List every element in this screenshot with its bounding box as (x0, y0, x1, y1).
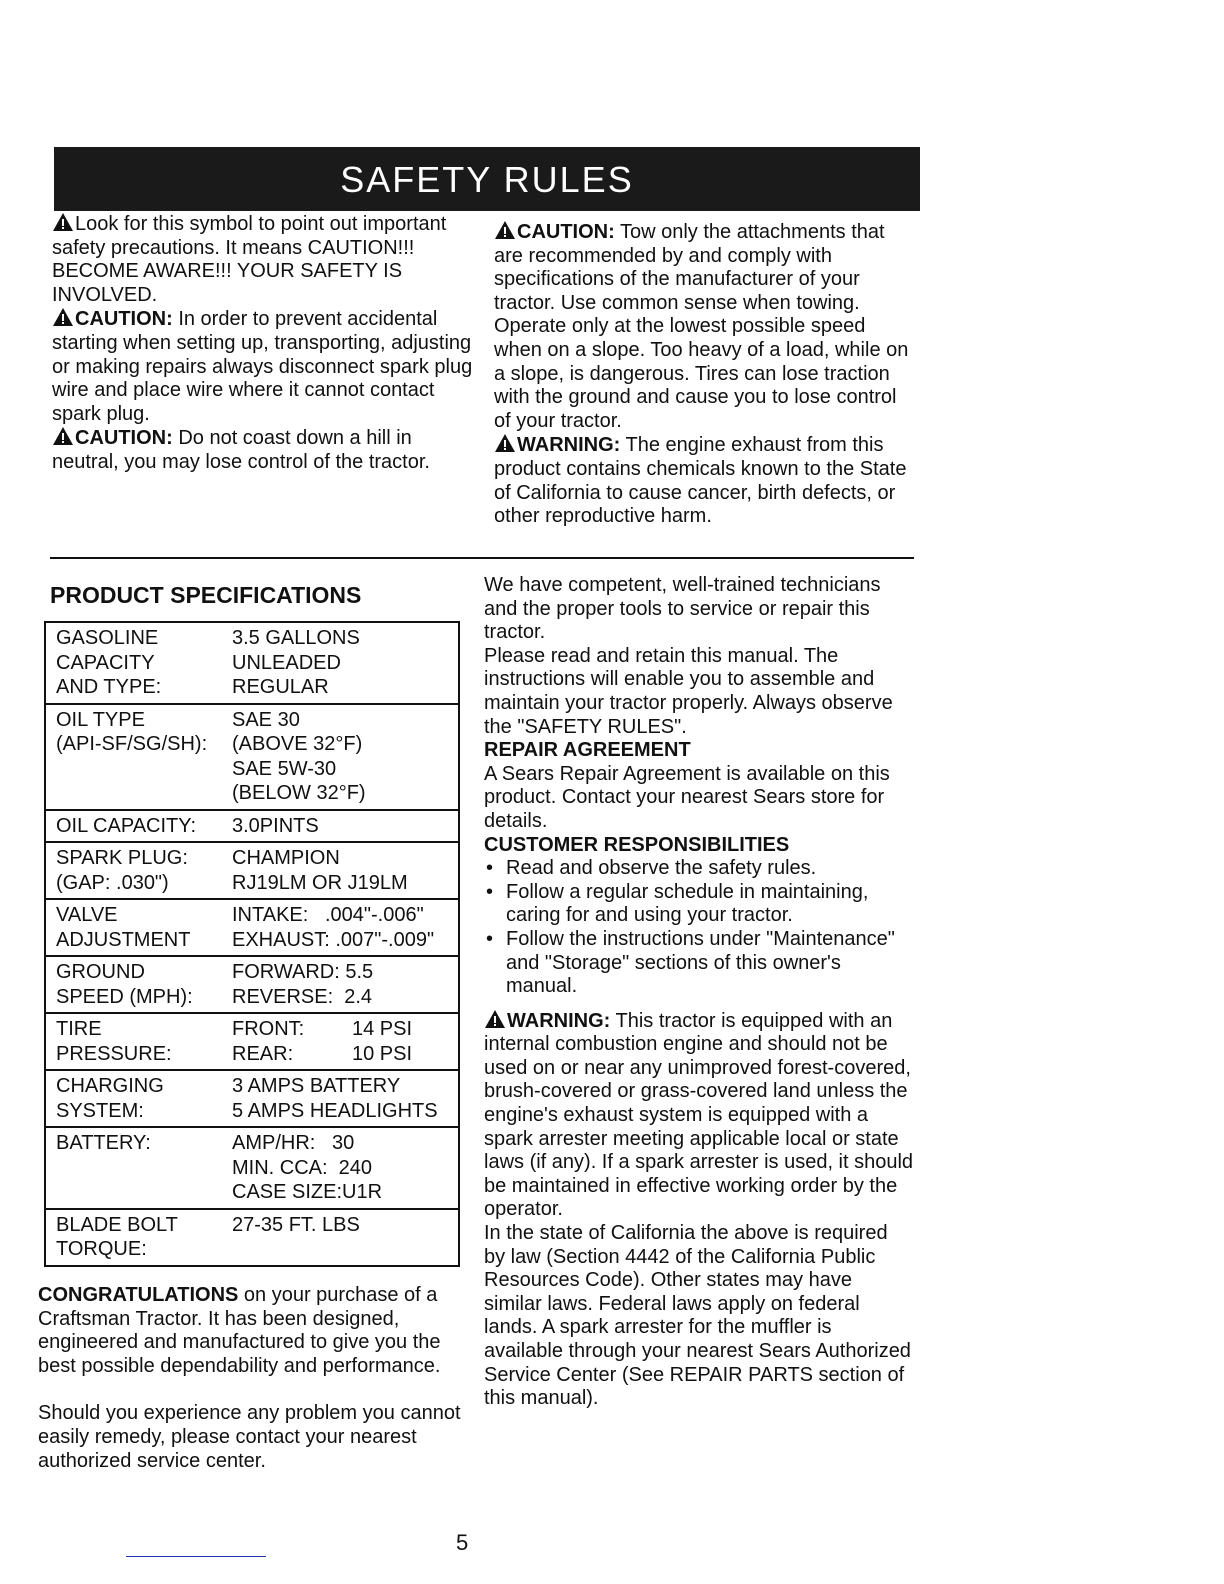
list-item: • Follow the instructions under "Maintenance" and "Storage" sections of this owner's manual. (484, 928, 914, 999)
product-specifications-title: PRODUCT SPECIFICATIONS (50, 582, 362, 608)
spec-row-oil-capacity: OIL CAPACITY: 3.0PINTS (46, 811, 458, 844)
caution-tow-paragraph: CAUTION: Tow only the attachments that are recommended by and comply with specifications of the manufacturer of your tractor. Use common sense when towing. Operate only at the lowest possible speed when on a slope. Too heavy of a load, while on a slope, is dangerous. Tires can lose traction with the ground and cause you to lose control of your tractor. (494, 221, 909, 432)
spec-row-tire-pressure: TIRE PRESSURE: FRONT: 14 PSI REAR: 10 PSI (46, 1014, 458, 1071)
repair-agreement-heading: REPAIR AGREEMENT (484, 739, 691, 762)
footer-rule (126, 1556, 266, 1557)
technicians-paragraph: We have competent, well-trained technicians and the proper tools to service or repair this tractor. (484, 574, 881, 644)
spec-row-oil-type: OIL TYPE (API-SF/SG/SH): SAE 30 (ABOVE 32°F) SAE 5W-30 (BELOW 32°F) (46, 705, 458, 811)
page-number: 5 (456, 1530, 469, 1555)
right-info-column (484, 574, 914, 1411)
warning-exhaust-paragraph: WARNING: The engine exhaust from this product contains chemicals known to the State of California to cause cancer, birth defects, or other reproductive harm. (494, 434, 907, 528)
spec-row-spark-plug: SPARK PLUG: (GAP: .030") CHAMPION RJ19LM OR J19LM (46, 843, 458, 900)
caution-disconnect-paragraph: CAUTION: In order to prevent accidental starting when setting up, transporting, adjusting or making repairs always disconnect spark plug wire and place wire where it cannot contact spark plug. (52, 308, 473, 425)
list-item: • Follow a regular schedule in maintaining, caring for and using your tractor. (484, 881, 914, 928)
read-manual-paragraph: Please read and retain this manual. The instructions will enable you to assemble and maintain your tractor properly. Always observe the "SAFETY RULES". (484, 644, 893, 738)
warning-triangle-icon (52, 212, 74, 232)
symbol-paragraph: Look for this symbol to point out important safety precautions. It means CAUTION!!! BECOME AWARE!!! YOUR SAFETY IS INVOLVED. (52, 213, 447, 306)
congratulations-paragraph: CONGRATULATIONS on your purchase of a Craftsman Tractor. It has been designed, engineered and manufactured to give you the best possible dependability and performance. (38, 1284, 441, 1377)
customer-responsibilities-heading: CUSTOMER RESPONSIBILITIES (484, 833, 790, 856)
right-safety-column (494, 220, 916, 529)
warning-spark-arrester-paragraph: WARNING: This tractor is equipped with an internal combustion engine and should not be used on or near any unimproved forest-covered, brush-covered or grass-covered land unless the engine's exhaust system is equipped with a spark arrester meeting applicable local or state laws (if any). If a spark arrester is used, it should be maintained in effective working order by the operator. (484, 1009, 914, 1221)
service-center-paragraph: Should you experience any problem you cannot easily remedy, please contact your nearest authorized service center. (38, 1402, 461, 1472)
spec-row-valve: VALVE ADJUSTMENT INTAKE: .004"-.006" EXHAUST: .007"-.009" (46, 900, 458, 957)
congratulations-section (38, 1284, 462, 1473)
repair-agreement-paragraph: A Sears Repair Agreement is available on this product. Contact your nearest Sears store for details. (484, 762, 890, 832)
specifications-table (44, 621, 460, 1267)
warning-triangle-icon (494, 433, 516, 453)
warning-triangle-icon (494, 220, 516, 240)
left-safety-column (52, 212, 476, 475)
warning-triangle-icon (52, 307, 74, 327)
section-divider (50, 557, 914, 559)
spec-row-battery: BATTERY: AMP/HR: 30 MIN. CCA: 240 CASE SIZE:U1R (46, 1128, 458, 1210)
spec-row-gasoline: GASOLINE CAPACITY AND TYPE: 3.5 GALLONS UNLEADED REGULAR (46, 623, 458, 705)
warning-triangle-icon (52, 426, 74, 446)
spec-row-ground-speed: GROUND SPEED (MPH): FORWARD: 5.5 REVERSE: 2.4 (46, 957, 458, 1014)
caution-coast-paragraph: CAUTION: Do not coast down a hill in neutral, you may lose control of the tractor. (52, 427, 430, 473)
responsibilities-list (484, 857, 914, 999)
list-item: • Read and observe the safety rules. (484, 857, 914, 881)
warning-triangle-icon (484, 1009, 506, 1029)
spec-row-blade-bolt: BLADE BOLT TORQUE: 27-35 FT. LBS (56, 1213, 360, 1260)
spec-row-charging: CHARGING SYSTEM: 3 AMPS BATTERY 5 AMPS HEADLIGHTS (46, 1071, 458, 1128)
california-law-paragraph: In the state of California the above is required by law (Section 4442 of the California Public Resources Code). Other states may have similar laws. Federal laws apply on federal lands. A spark arrester for the muffler is available through your nearest Sears Authorized Service Center (See REPAIR PARTS section of this manual). (484, 1222, 911, 1410)
safety-rules-banner: SAFETY RULES (54, 147, 920, 211)
